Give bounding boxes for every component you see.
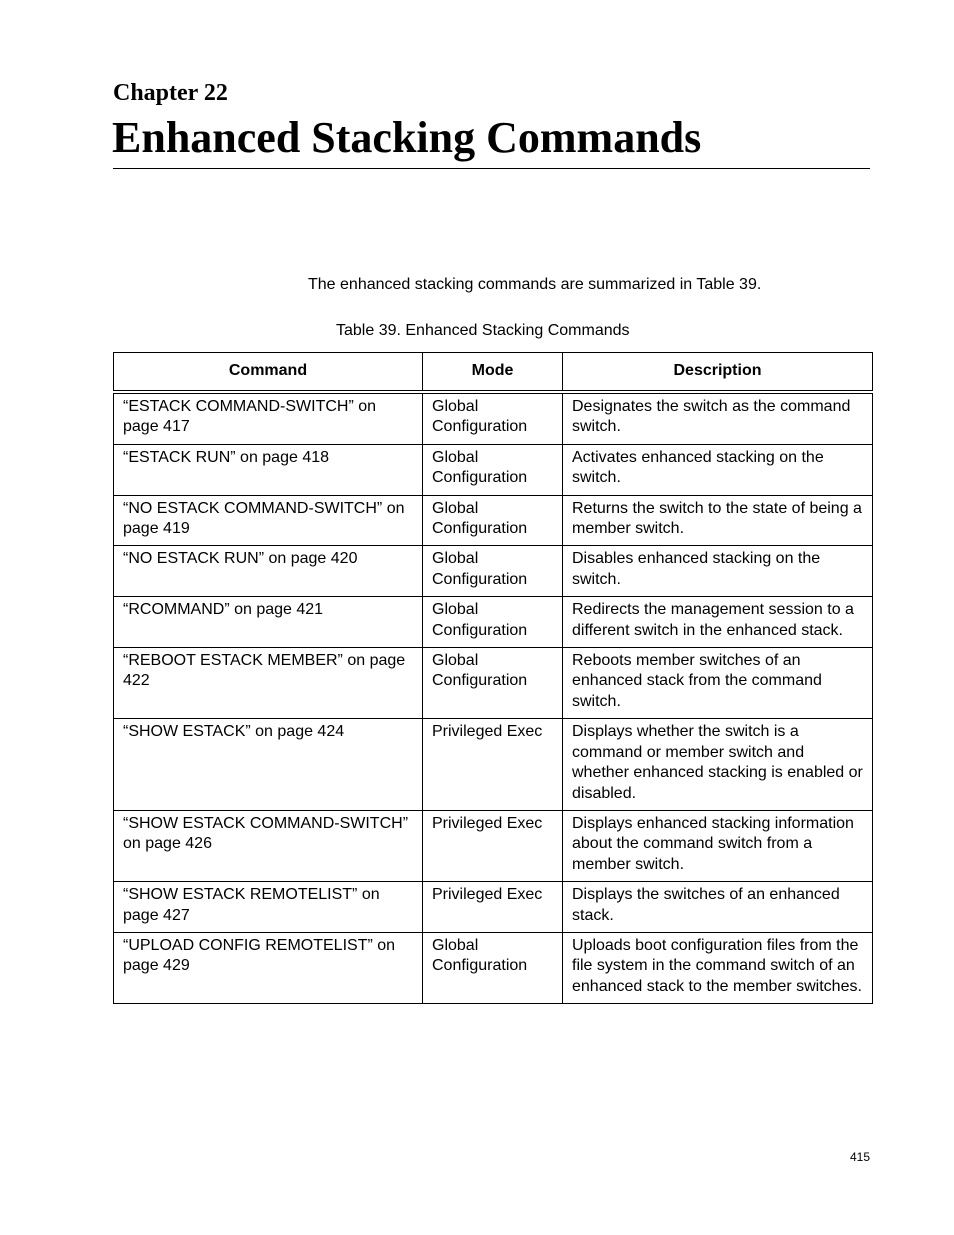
description-cell: Designates the switch as the command switch.: [563, 392, 873, 444]
command-cell[interactable]: “ESTACK COMMAND-SWITCH” on page 417: [114, 392, 423, 444]
description-cell: Returns the switch to the state of being a member switch.: [563, 495, 873, 546]
mode-cell: Privileged Exec: [423, 719, 563, 811]
mode-cell: Global Configuration: [423, 546, 563, 597]
description-cell: Displays enhanced stacking information about the command switch from a member switch.: [563, 810, 873, 881]
table-row: [114, 597, 873, 648]
description-cell: Disables enhanced stacking on the switch.: [563, 546, 873, 597]
description-cell: Uploads boot configuration files from the file system in the command switch of an enhanced stack to the member switches.: [563, 932, 873, 1003]
command-cell[interactable]: “ESTACK RUN” on page 418: [114, 444, 423, 495]
chapter-label: Chapter 22: [113, 80, 228, 106]
title-rule: [113, 168, 870, 169]
description-cell: Redirects the management session to a different switch in the enhanced stack.: [563, 597, 873, 648]
description-cell: Displays whether the switch is a command or member switch and whether enhanced stacking is enabled or disabled.: [563, 719, 873, 811]
command-cell[interactable]: “SHOW ESTACK” on page 424: [114, 719, 423, 811]
column-header-command: Command: [114, 353, 423, 393]
table-row: [114, 932, 873, 1003]
column-header-description: Description: [563, 353, 873, 393]
table-header-row: [114, 353, 873, 393]
description-cell: Activates enhanced stacking on the switch.: [563, 444, 873, 495]
mode-cell: Global Configuration: [423, 444, 563, 495]
table-row: [114, 648, 873, 719]
command-cell[interactable]: “RCOMMAND” on page 421: [114, 597, 423, 648]
table-caption: Table 39. Enhanced Stacking Commands: [336, 322, 630, 339]
command-cell[interactable]: “SHOW ESTACK REMOTELIST” on page 427: [114, 882, 423, 933]
table-row: [114, 719, 873, 811]
page-number: 415: [850, 1150, 871, 1164]
table-row: [114, 495, 873, 546]
command-cell[interactable]: “SHOW ESTACK COMMAND-SWITCH” on page 426: [114, 810, 423, 881]
table-row: [114, 444, 873, 495]
mode-cell: Global Configuration: [423, 597, 563, 648]
mode-cell: Global Configuration: [423, 392, 563, 444]
command-cell[interactable]: “REBOOT ESTACK MEMBER” on page 422: [114, 648, 423, 719]
mode-cell: Global Configuration: [423, 495, 563, 546]
mode-cell: Global Configuration: [423, 648, 563, 719]
mode-cell: Global Configuration: [423, 932, 563, 1003]
mode-cell: Privileged Exec: [423, 882, 563, 933]
command-cell[interactable]: “NO ESTACK RUN” on page 420: [114, 546, 423, 597]
table-row: [114, 882, 873, 933]
table-row: [114, 392, 873, 444]
table-row: [114, 810, 873, 881]
chapter-title: Enhanced Stacking Commands: [112, 113, 702, 162]
description-cell: Reboots member switches of an enhanced stack from the command switch.: [563, 648, 873, 719]
table-row: [114, 546, 873, 597]
intro-text: The enhanced stacking commands are summarized in Table 39.: [308, 276, 762, 293]
column-header-mode: Mode: [423, 353, 563, 393]
description-cell: Displays the switches of an enhanced stack.: [563, 882, 873, 933]
command-cell[interactable]: “UPLOAD CONFIG REMOTELIST” on page 429: [114, 932, 423, 1003]
command-cell[interactable]: “NO ESTACK COMMAND-SWITCH” on page 419: [114, 495, 423, 546]
commands-table: [113, 352, 873, 1004]
mode-cell: Privileged Exec: [423, 810, 563, 881]
